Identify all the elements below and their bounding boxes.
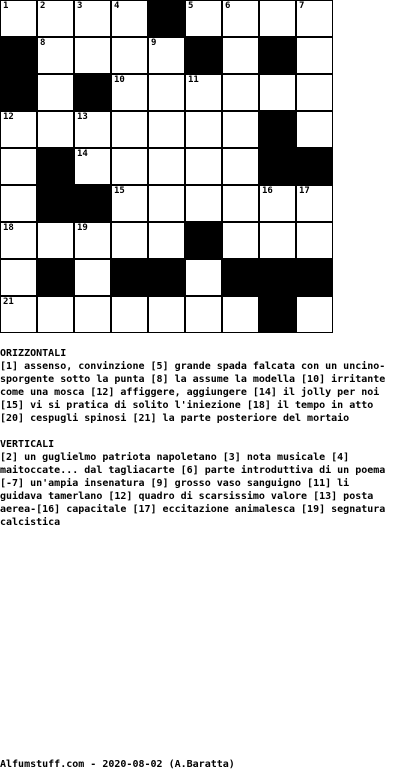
grid-cell[interactable] [222, 74, 259, 111]
grid-cell[interactable] [37, 111, 74, 148]
grid-cell[interactable] [148, 296, 185, 333]
grid-cell[interactable] [37, 74, 74, 111]
black-cell [74, 74, 111, 111]
grid-cell[interactable] [185, 148, 222, 185]
grid-cell[interactable] [296, 296, 333, 333]
cell-number: 7 [299, 1, 305, 11]
grid-cell[interactable] [259, 185, 296, 222]
cell-number: 9 [151, 38, 157, 48]
grid-cell[interactable] [74, 222, 111, 259]
cell-number: 3 [77, 1, 83, 11]
cell-number: 10 [114, 75, 125, 85]
grid-cell[interactable] [74, 148, 111, 185]
black-cell [148, 0, 185, 37]
black-cell [74, 185, 111, 222]
cell-number: 5 [188, 1, 194, 11]
cell-number: 13 [77, 112, 88, 122]
grid-cell[interactable] [37, 296, 74, 333]
black-cell [185, 222, 222, 259]
grid-cell[interactable] [111, 148, 148, 185]
cell-number: 6 [225, 1, 231, 11]
grid-cell[interactable] [0, 148, 37, 185]
grid-cell[interactable] [111, 74, 148, 111]
grid-cell[interactable] [185, 185, 222, 222]
black-cell [37, 185, 74, 222]
grid-cell[interactable] [37, 37, 74, 74]
grid-cell[interactable] [222, 222, 259, 259]
grid-cell[interactable] [185, 111, 222, 148]
grid-cell[interactable] [37, 222, 74, 259]
grid-cell[interactable] [111, 296, 148, 333]
cell-number: 16 [262, 186, 273, 196]
cell-number: 2 [40, 1, 46, 11]
cell-number: 8 [40, 38, 46, 48]
grid-cell[interactable] [148, 222, 185, 259]
grid-cell[interactable] [111, 37, 148, 74]
across-title: ORIZZONTALI [0, 348, 67, 359]
black-cell [0, 74, 37, 111]
black-cell [259, 259, 296, 296]
grid-cell[interactable] [37, 0, 74, 37]
grid-cell[interactable] [111, 222, 148, 259]
grid-cell[interactable] [259, 222, 296, 259]
cell-number: 19 [77, 223, 88, 233]
crossword-grid [0, 0, 334, 334]
black-cell [296, 259, 333, 296]
black-cell [259, 111, 296, 148]
grid-cell[interactable] [0, 111, 37, 148]
grid-cell[interactable] [148, 37, 185, 74]
across-clues: [1] assenso, convinzione [5] grande spada falcata con un uncino-sporgente sotto la punta [8] la assume la modella [10] irritante come una mosca [12] affiggere, aggiungere [14] il jolly per noi [15] vi si pratica di solito l'iniezione [18] il tempo in atto [20] cespugli spinosi [21] la parte posteriore del mortaio [0, 361, 386, 424]
cell-number: 1 [3, 1, 9, 11]
grid-cell[interactable] [0, 0, 37, 37]
grid-cell[interactable] [74, 111, 111, 148]
grid-cell[interactable] [259, 0, 296, 37]
grid-cell[interactable] [222, 148, 259, 185]
clues-panel [0, 347, 394, 542]
black-cell [296, 148, 333, 185]
black-cell [185, 37, 222, 74]
grid-cell[interactable] [222, 37, 259, 74]
black-cell [259, 148, 296, 185]
grid-cell[interactable] [148, 111, 185, 148]
grid-cell[interactable] [185, 259, 222, 296]
black-cell [148, 259, 185, 296]
grid-cell[interactable] [0, 222, 37, 259]
footer-credit: Alfumstuff.com - 2020-08-02 (A.Baratta) [0, 759, 235, 770]
grid-cell[interactable] [296, 37, 333, 74]
grid-cell[interactable] [74, 37, 111, 74]
black-cell [259, 37, 296, 74]
grid-cell[interactable] [296, 185, 333, 222]
cell-number: 11 [188, 75, 199, 85]
grid-cell[interactable] [222, 0, 259, 37]
black-cell [37, 259, 74, 296]
cell-number: 18 [3, 223, 14, 233]
grid-cell[interactable] [74, 259, 111, 296]
grid-cell[interactable] [296, 111, 333, 148]
grid-cell[interactable] [0, 185, 37, 222]
black-cell [111, 259, 148, 296]
grid-cell[interactable] [111, 185, 148, 222]
grid-cell[interactable] [222, 185, 259, 222]
grid-cell[interactable] [111, 0, 148, 37]
grid-cell[interactable] [74, 0, 111, 37]
grid-cell[interactable] [148, 185, 185, 222]
cell-number: 20 [188, 223, 199, 233]
grid-cell[interactable] [148, 74, 185, 111]
cell-number: 17 [299, 186, 310, 196]
grid-cell[interactable] [185, 0, 222, 37]
grid-cell[interactable] [111, 111, 148, 148]
cell-number: 4 [114, 1, 120, 11]
down-title: VERTICALI [0, 439, 55, 450]
cell-number: 12 [3, 112, 14, 122]
cell-number: 21 [3, 297, 14, 307]
grid-cell[interactable] [185, 74, 222, 111]
black-cell [259, 296, 296, 333]
grid-cell[interactable] [0, 296, 37, 333]
grid-cell[interactable] [148, 148, 185, 185]
grid-cell[interactable] [222, 111, 259, 148]
cell-number: 14 [77, 149, 88, 159]
grid-cell[interactable] [222, 296, 259, 333]
grid-cell[interactable] [74, 296, 111, 333]
grid-cell[interactable] [259, 74, 296, 111]
cell-number: 15 [114, 186, 125, 196]
black-cell [0, 37, 37, 74]
grid-cell[interactable] [296, 74, 333, 111]
black-cell [222, 259, 259, 296]
grid-cell[interactable] [185, 296, 222, 333]
grid-cell[interactable] [296, 222, 333, 259]
grid-cell[interactable] [0, 259, 37, 296]
down-clues: [2] un guglielmo patriota napoletano [3] nota musicale [4] maitoccate... dal tagliacarte [6] parte introduttiva di un poema [-7] un'ampia insenatura [9] grosso vaso sanguigno [11] li guidava tamerlano [12] quadro di scarsissimo valore [13] posta aerea-[16] capacitale [17] eccitazione animalesca [19] segnatura calcistica [0, 452, 386, 528]
grid-cell[interactable] [296, 0, 333, 37]
black-cell [37, 148, 74, 185]
